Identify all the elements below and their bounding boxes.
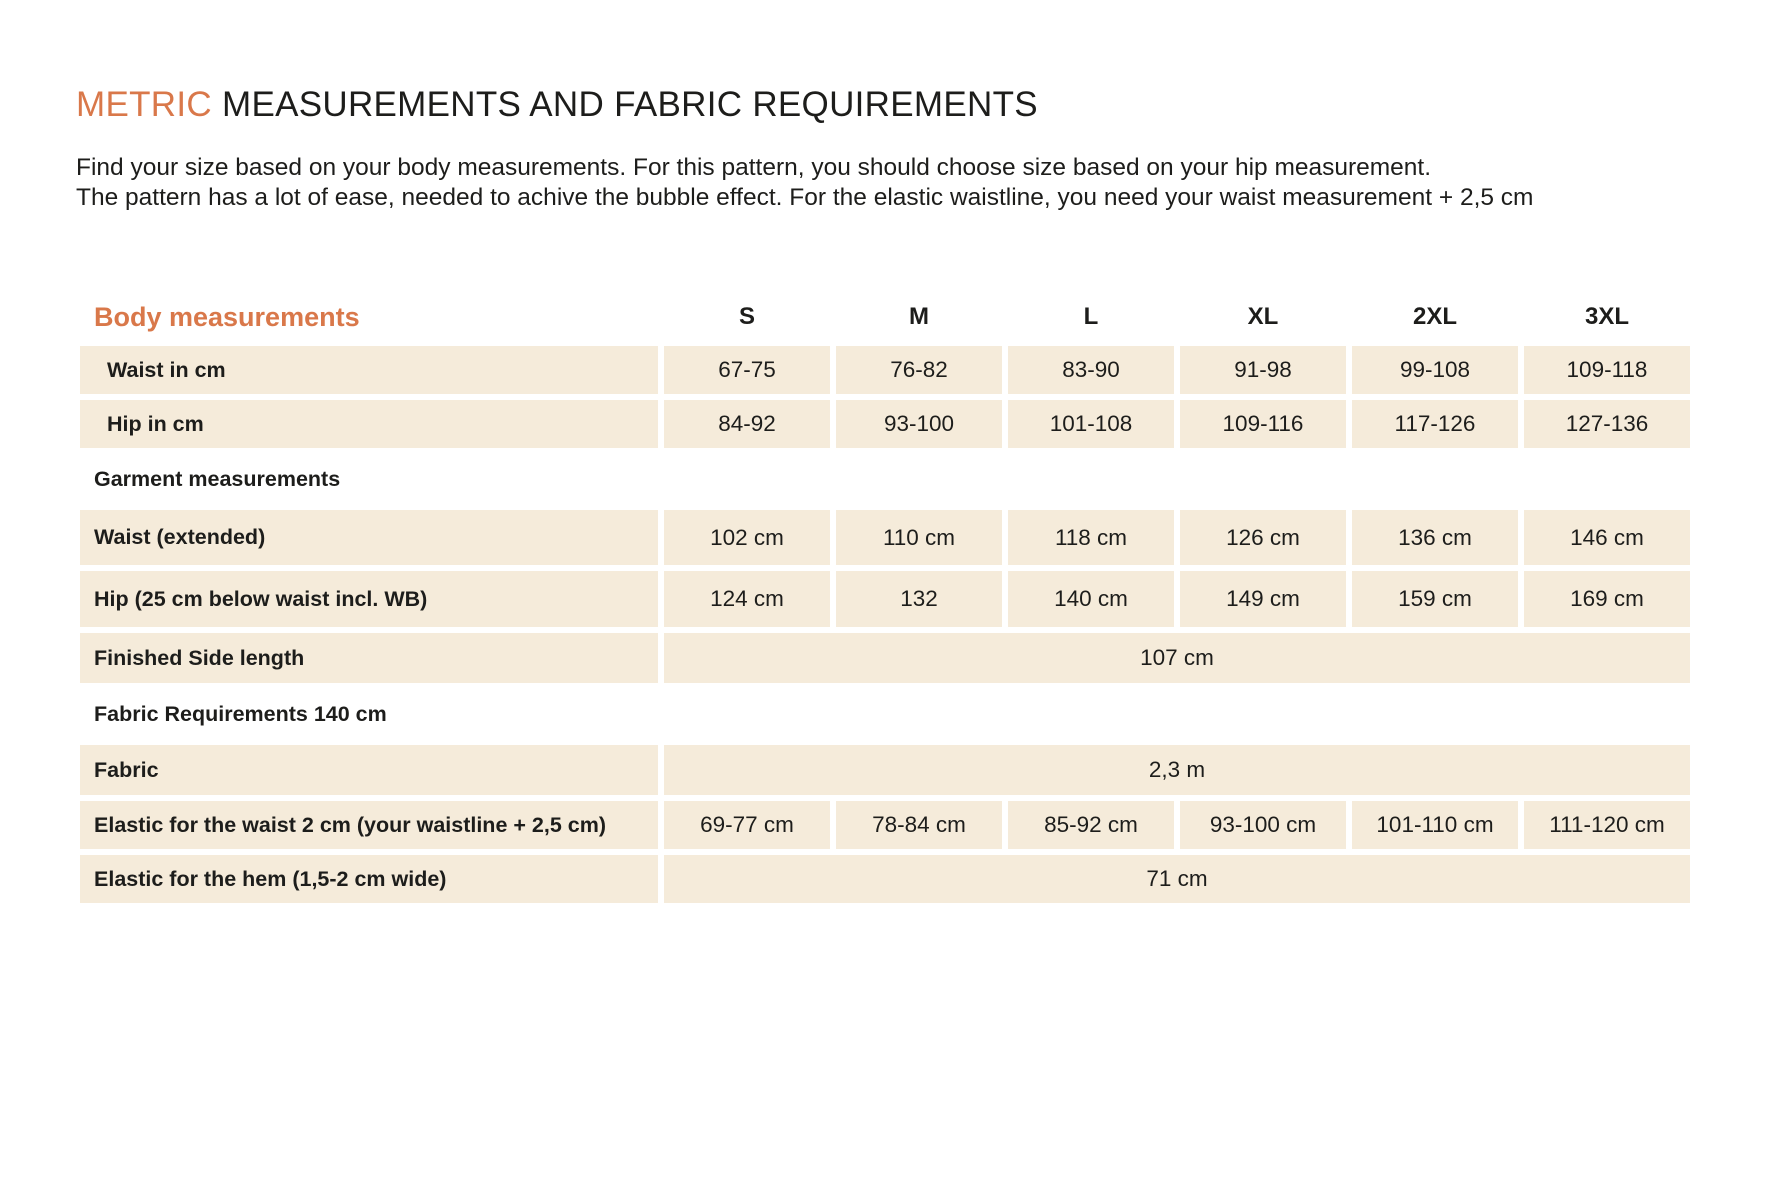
size-chart-table (74, 288, 1696, 909)
table-cell: 136 cm (1352, 510, 1518, 565)
table-cell: 110 cm (836, 510, 1002, 565)
table-cell: 109-118 (1524, 346, 1690, 394)
size-header-m: M (909, 303, 929, 330)
intro-text (76, 153, 1766, 213)
table-cell: 101-108 (1008, 400, 1174, 448)
size-header-s: S (738, 303, 755, 330)
row-label: Hip in cm (80, 400, 658, 448)
table-cell: 93-100 cm (1180, 801, 1346, 849)
table-row-waist (80, 346, 1690, 394)
table-row-elastic-hem (80, 855, 1690, 903)
size-header-2xl: 2XL (1412, 303, 1457, 330)
table-cell: 109-116 (1180, 400, 1346, 448)
table-cell: 159 cm (1352, 571, 1518, 627)
table-cell: 84-92 (664, 400, 830, 448)
table-cell: 69-77 cm (664, 801, 830, 849)
table-cell-merged: 107 cm (664, 633, 1690, 683)
table-cell-merged: 71 cm (664, 855, 1690, 903)
table-cell: 85-92 cm (1008, 801, 1174, 849)
row-label: Finished Side length (80, 633, 658, 683)
title-rest: MEASUREMENTS AND FABRIC REQUIREMENTS (211, 85, 1038, 124)
table-cell: 78-84 cm (836, 801, 1002, 849)
body-measurements-heading: Body measurements (94, 301, 360, 332)
table-cell: 83-90 (1008, 346, 1174, 394)
table-cell: 93-100 (836, 400, 1002, 448)
table-cell: 132 (836, 571, 1002, 627)
table-header-row (80, 294, 1690, 340)
table-cell-merged: 2,3 m (664, 745, 1690, 795)
size-header-3xl: 3XL (1584, 303, 1629, 330)
page-title (76, 84, 1038, 126)
row-label: Elastic for the waist 2 cm (your waistline + 2,5 cm) (80, 801, 658, 849)
size-header-xl: XL (1247, 303, 1279, 330)
table-cell: 67-75 (664, 346, 830, 394)
table-cell: 118 cm (1008, 510, 1174, 565)
row-label: Fabric (80, 745, 658, 795)
table-row-hip (80, 400, 1690, 448)
table-row-fabric (80, 745, 1690, 795)
table-cell: 169 cm (1524, 571, 1690, 627)
row-label: Waist in cm (80, 346, 658, 394)
table-row-garment-hip (80, 571, 1690, 627)
table-cell: 111-120 cm (1524, 801, 1690, 849)
title-accent: METRIC (76, 85, 212, 124)
table-cell: 126 cm (1180, 510, 1346, 565)
garment-section-heading: Garment measurements (94, 466, 341, 491)
table-cell: 124 cm (664, 571, 830, 627)
table-cell: 91-98 (1180, 346, 1346, 394)
table-cell: 146 cm (1524, 510, 1690, 565)
table-cell: 101-110 cm (1352, 801, 1518, 849)
table-cell: 99-108 (1352, 346, 1518, 394)
row-label: Elastic for the hem (1,5-2 cm wide) (80, 855, 658, 903)
table-cell: 140 cm (1008, 571, 1174, 627)
table-row-side-length (80, 633, 1690, 683)
row-label: Waist (extended) (80, 510, 658, 565)
table-row-waist-extended (80, 510, 1690, 565)
intro-line-2: The pattern has a lot of ease, needed to achive the bubble effect. For the elastic waistline, you need your waist measurement + 2,5 cm (76, 184, 1534, 211)
table-cell: 127-136 (1524, 400, 1690, 448)
table-cell: 149 cm (1180, 571, 1346, 627)
garment-section-row (80, 454, 1690, 504)
intro-line-1: Find your size based on your body measurements. For this pattern, you should choose size based on your hip measurement. (76, 154, 1432, 181)
table-cell: 76-82 (836, 346, 1002, 394)
fabric-section-heading: Fabric Requirements 140 cm (94, 701, 387, 726)
table-row-elastic-waist (80, 801, 1690, 849)
table-cell: 117-126 (1352, 400, 1518, 448)
table-cell: 102 cm (664, 510, 830, 565)
size-header-l: L (1083, 303, 1099, 330)
row-label: Hip (25 cm below waist incl. WB) (80, 571, 658, 627)
fabric-section-row (80, 689, 1690, 739)
